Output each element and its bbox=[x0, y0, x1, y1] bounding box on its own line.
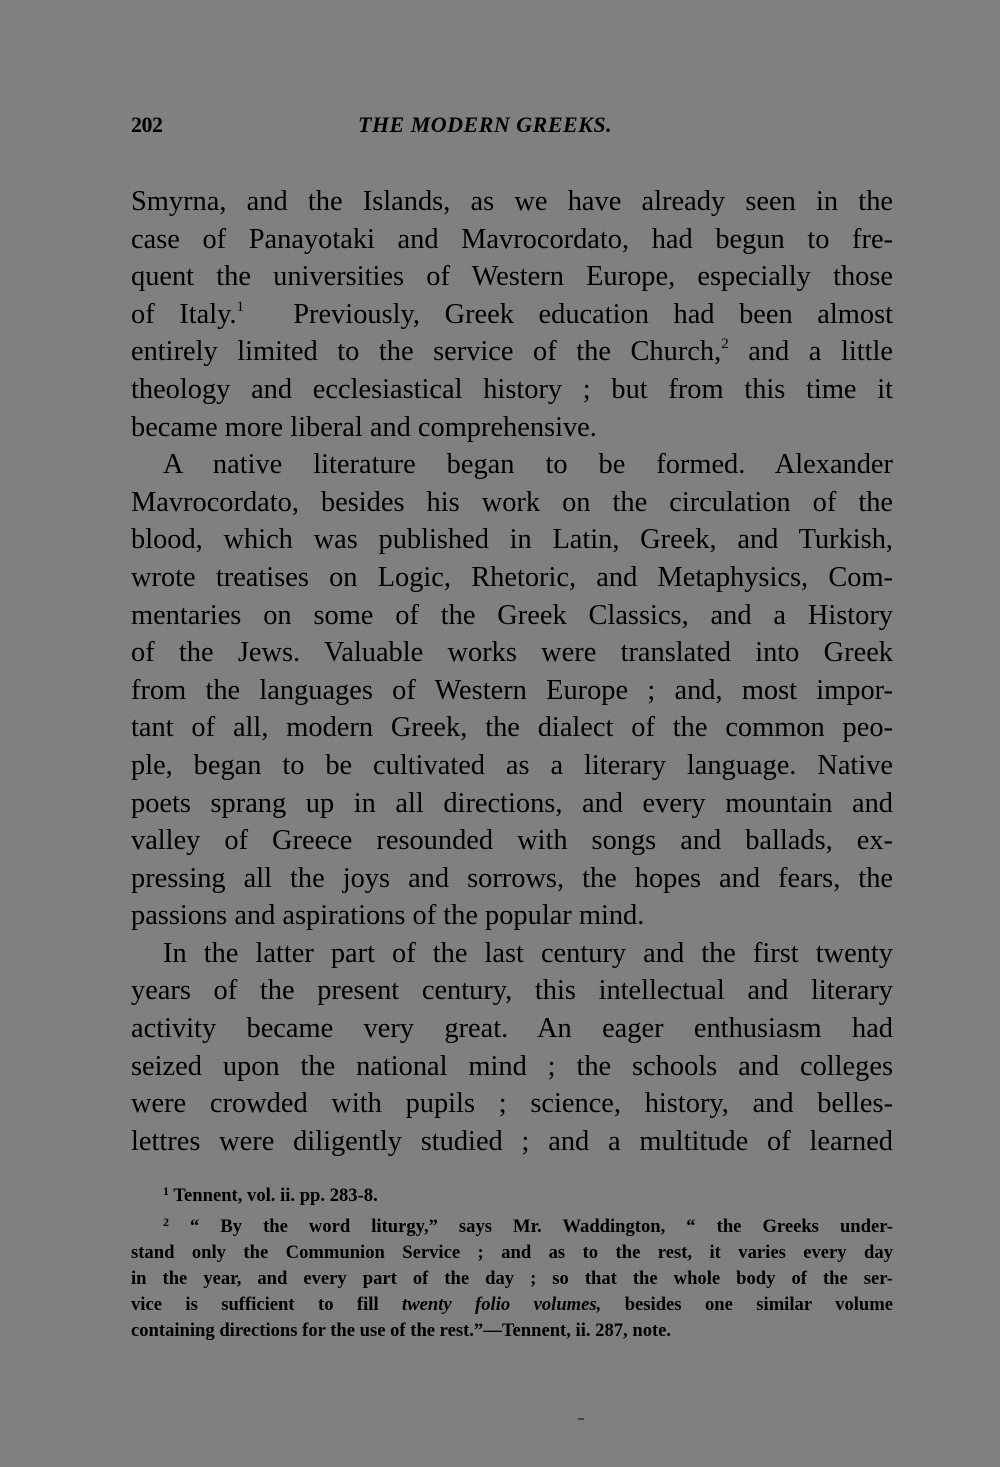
footnote-ref-2[interactable]: 2 bbox=[721, 336, 729, 353]
footnote-1 bbox=[131, 1178, 893, 1209]
text-line: poets sprang up in all directions, and every mountain and bbox=[131, 787, 893, 819]
text-line: lettres were diligently studied ; and a multitude of learned bbox=[131, 1125, 893, 1157]
scan-mark bbox=[578, 1418, 584, 1420]
footnote-ref-1[interactable]: 1 bbox=[236, 298, 245, 315]
text-line: wrote treatises on Logic, Rhetoric, and Metaphysics, Com- bbox=[131, 561, 893, 593]
text-line: pressing all the joys and sorrows, the hopes and fears, the bbox=[131, 862, 893, 894]
footnote-line bbox=[131, 1292, 893, 1318]
footnotes bbox=[131, 1178, 893, 1344]
footnote-line: containing directions for the use of the rest.”—Tennent, ii. 287, note. bbox=[131, 1320, 672, 1342]
running-title: THE MODERN GREEKS. bbox=[358, 112, 613, 137]
text-fragment: Previously, Greek education had been almost bbox=[293, 298, 893, 330]
paragraph-1 bbox=[131, 183, 893, 446]
text-line: quent the universities of Western Europe, especially those bbox=[131, 261, 893, 293]
footnote-2 bbox=[131, 1209, 893, 1240]
text-line bbox=[131, 333, 893, 371]
text-line: became more liberal and comprehensive. bbox=[131, 411, 597, 443]
page-number: 202 bbox=[131, 112, 163, 137]
text-line: theology and ecclesiastical history ; but from this time it bbox=[131, 373, 893, 405]
text-line: Smyrna, and the Islands, as we have already seen in the bbox=[131, 186, 893, 217]
footnote-text: Tennent, vol. ii. pp. 283-8. bbox=[173, 1185, 378, 1207]
text-line: activity became very great. An eager enthusiasm had bbox=[131, 1013, 893, 1045]
text-line: valley of Greece resounded with songs and ballads, ex- bbox=[131, 825, 893, 857]
text-line: years of the present century, this intellectual and literary bbox=[131, 975, 893, 1007]
footnote-line: in the year, and every part of the day ; so that the whole body of the ser- bbox=[131, 1268, 893, 1290]
footnote-text: vice is sufficient to fill bbox=[131, 1294, 403, 1316]
footnote-line: stand only the Communion Service ; and as to the rest, it varies every day bbox=[131, 1242, 893, 1264]
text-line: were crowded with pupils ; science, history, and belles- bbox=[131, 1088, 893, 1120]
text-fragment: and a little bbox=[748, 336, 893, 368]
footnote-marker-1: 1 bbox=[163, 1184, 169, 1199]
text-line: A native literature began to be formed. Alexander bbox=[163, 449, 893, 481]
paragraph-3 bbox=[131, 935, 893, 1161]
text-line: seized upon the national mind ; the schools and colleges bbox=[131, 1050, 893, 1082]
text-line: case of Panayotaki and Mavrocordato, had begun to fre- bbox=[131, 223, 893, 255]
text-line: from the languages of Western Europe ; and, most impor- bbox=[131, 674, 893, 706]
text-line: mentaries on some of the Greek Classics, and a History bbox=[131, 599, 893, 631]
body-text bbox=[131, 183, 893, 1160]
text-line: ple, began to be cultivated as a literary language. Native bbox=[131, 749, 893, 781]
footnote-italic-text: twenty folio volumes, bbox=[402, 1294, 602, 1316]
text-line: Mavrocordato, besides his work on the circulation of the bbox=[131, 486, 893, 518]
footnote-text: besides one similar volume bbox=[601, 1294, 894, 1316]
text-line: tant of all, modern Greek, the dialect of the common peo- bbox=[131, 712, 893, 744]
text-line: passions and aspirations of the popular mind. bbox=[131, 900, 645, 932]
text-line: of the Jews. Valuable works were translated into Greek bbox=[131, 637, 893, 669]
text-line bbox=[131, 296, 893, 334]
book-page bbox=[131, 112, 893, 1344]
text-fragment: of Italy. bbox=[131, 298, 237, 330]
text-line: blood, which was published in Latin, Greek, and Turkish, bbox=[131, 524, 893, 556]
running-head bbox=[131, 112, 893, 148]
footnote-text: “ By the word liturgy,” says Mr. Waddington, “ the Greeks under- bbox=[190, 1216, 893, 1238]
text-fragment: entirely limited to the service of the Church, bbox=[131, 336, 722, 368]
footnote-marker-2: 2 bbox=[163, 1215, 169, 1230]
paragraph-2 bbox=[131, 446, 893, 935]
text-line: In the latter part of the last century and the first twenty bbox=[163, 937, 893, 969]
